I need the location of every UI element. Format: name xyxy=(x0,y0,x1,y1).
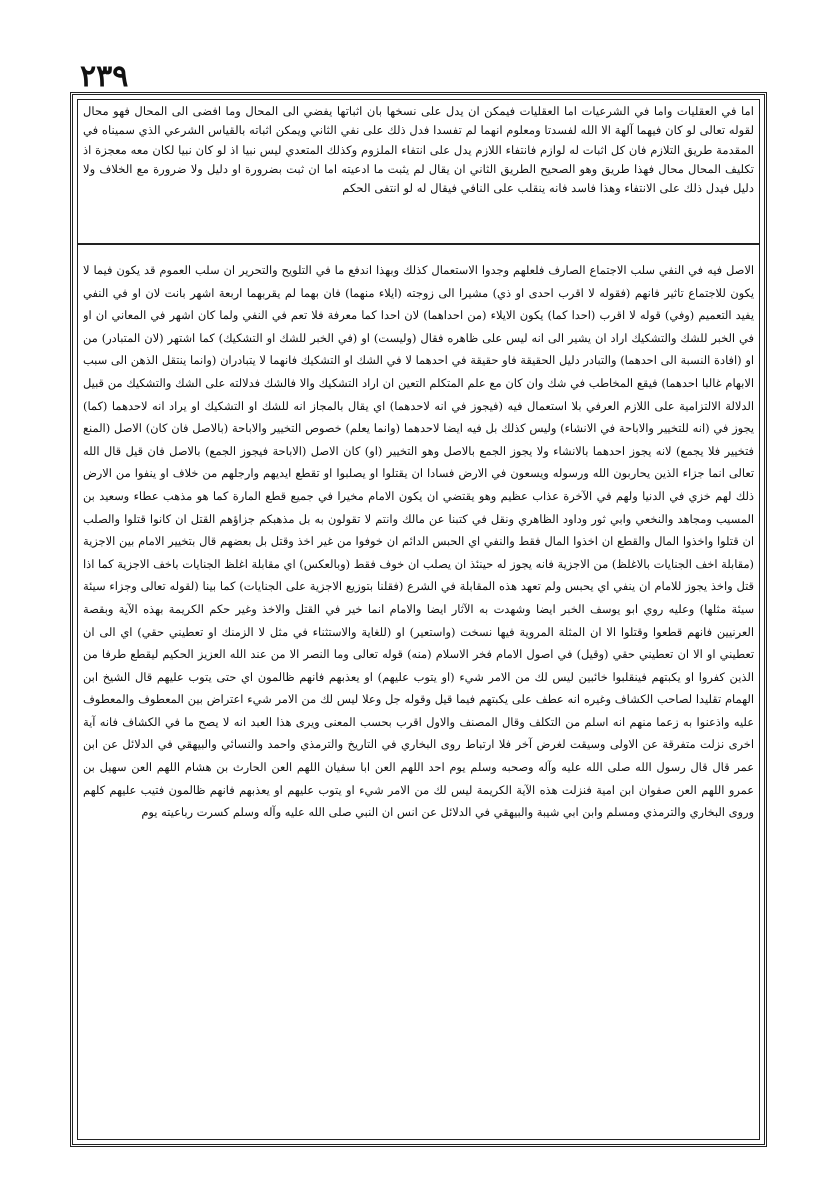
header-text: اما في العقليات واما في الشرعيات اما العقليات فيمكن ان يدل على نسخها بان اثباتها يفضي الى المحال وما افضى الى المحال فهو محال لقوله تعالى لو كان فيهما آلهة الا الله لفسدتا ومعلوم انهما لم تفسدا فدل ذلك على نفي الثاني ويمكن اثباته بالقياس الشرعي الذي سميناه في المقدمة طريق التلازم فان كل اثبات له لوازم فانتفاء اللازم يدل على انتفاء الملزوم وكذلك المتعدي ليس نبيا اذ لو كان نبيا لكان معه معجزة اذ تكليف المحال محال فهذا طريق وهو الصحيح الطريق الثاني ان يقال لم يثبت ما ادعيته اما ان ثبت بضرورة او دليل ولا ضرورة مع الخلاف ولا دليل فيدل ذلك على الانتفاء وهذا فاسد فانه ينقلب على النافي فيقال له لو انتفى الحكم xyxy=(83,104,754,196)
section-divider xyxy=(78,243,759,245)
page-frame xyxy=(70,92,767,1147)
header-text-block xyxy=(83,102,754,238)
main-text: الاصل فيه في النفي سلب الاجتماع الصارف فلعلهم وجدوا الاستعمال كذلك وبهذا اندفع ما في التلويح والتحرير ان سلب العموم قد يكون فيما لا يكون للاجتماع تاثير فانهم (فقوله لا اقرب احدى او ذي) مشيرا الى زوجته (ايلاء منهما) فان بهما لم يقربهما اربعة اشهر بانت لان او في النفي يفيد التعميم (وفي) قوله لا اقرب (احدا كما) يكون الايلاء (من احداهما) لان احدا كما معرفة فلا تعم في النفي ولما كان اشهر في المعاني ان او في الخبر للشك والتشكيك اراد ان يشير الى انه ليس على ظاهره فقال (وليست) او (في الخبر للشك او التشكيك) كما اشتهر (لان المتبادر) من او (افادة النسبة الى احدهما) والتبادر دليل الحقيقة فاو حقيقة في احدهما لا في الشك او التشكيك فانهما لا يتبادران (وانما ينتقل الذهن الى سبب الابهام غالبا احدهما) فيقع المخاطب في شك وان كان مع علم المتكلم التعين ان اراد التشكيك والا فالشك فدلالته على الشك والتشكيك من قبيل الدلالة الالتزامية على اللازم العرفي بلا استعمال فيه (فيجوز في انه لاحدهما) اي يقال بالمجاز انه للشك او التشكيك او يراد انه لاحدهما (كما) يجوز في (انه للتخيير والاباحة في الانشاء) وليس كذلك بل فيه ايضا لاحدهما (وانما يعلم) خصوص التخيير والاباحة (بالاصل فان كان) الاصل (المنع فتخيير فلا يجمع) لانه يجوز احدهما بالانشاء ولا يجوز الجمع بالاصل وهو التخيير (او) كان الاصل (الاباحة فيجوز الجمع) بالاصل فان قيل قال الله تعالى انما جزاء الذين يحاربون الله ورسوله ويسعون في الارض فسادا ان يقتلوا او يصلبوا او تقطع ايديهم وارجلهم من خلاف او ينفوا من الارض ذلك لهم خزي في الدنيا ولهم في الآخرة عذاب عظيم وهو يقتضي ان يكون الامام مخيرا في جميع قطع المارة كما هو مذهب عطاء وسعيد بن المسيب ومجاهد والنخعي وابي ثور وداود الظاهري ونقل في كتبنا عن مالك وانتم لا تقولون به بل مذهبكم جزاؤهم القتل ان كانوا قتلوا والصلب ان قتلوا واخذوا المال والقطع ان اخذوا المال فقط والنفي اي الحبس الدائم ان خوفوا من غير اخذ وقتل بل بعضهم قال بتخيير الامام بين الاجزية (مقابلة اخف الجنايات بالاغلظ) من الاجزية فانه يجوز له حينئذ ان يصلب ان خوف فقط (وبالعكس) اي مقابلة اغلظ الجنايات باخف الاجزية كما اذا قتل واخذ يجوز للامام ان ينفي اي يحبس ولم تعهد هذه المقابلة في الشرع (فقلنا بتوزيع الاجزية على الجنايات) كما بينا (لقوله تعالى وجزاء سيئة سيئة مثلها) وعليه روي ابو يوسف الخبر ايضا وشهدت به الآثار ايضا والامام انما خير في القتل والاخذ وغير حكم الكريمة بهذه الآية وبقصة العرنيين فانهم قطعوا وقتلوا الا ان المثلة المروية فيها نسخت (واستعير) او (للغاية والاستثناء في مثل لا الزمنك او تعطيني حقي) اي الى ان تعطيني او الا ان تعطيني حقي (وقيل) في اصول الامام فخر الاسلام (منه) قوله تعالى وما النصر الا من عند الله العزيز الحكيم ليقطع طرفا من الذين كفروا او يكبتهم فينقلبوا خائبين ليس لك من الامر شيء (او يتوب عليهم) او يعذبهم فانهم ظالمون اي حتى يتوب عليهم قال الشيخ ابن الهمام تقليدا لصاحب الكشاف وغيره انه عطف على يكبتهم فيما قيل وقوله جل وعلا ليس لك من الامر شيء اعتراض بين المعطوف والمعطوف عليه واذعنوا به زعما منهم انه اسلم من التكلف وقال المصنف والاول اقرب بحسب المعنى ويرى هذا العبد انه لا يصح ما في الكشاف فانه آية اخرى نزلت متفرقة عن الاولى وسيقت لغرض آخر فلا ارتباط روى البخاري في التاريخ والترمذي واحمد والنسائي والبيهقي في الدلائل عن ابن عمر قال قال رسول الله صلى الله عليه وآله وصحبه وسلم يوم احد اللهم العن ابا سفيان اللهم العن الحارث بن هشام اللهم العن سهيل بن عمرو اللهم العن صفوان ابن امية فنزلت هذه الآية الكريمة ليس لك من الامر شيء او يتوب عليهم او يعذبهم فانهم ظالمون فتيب عليهم كلهم وروى البخاري والترمذي ومسلم وابن ابي شيبة والبيهقي في الدلائل عن انس ان النبي صلى الله عليه وآله وسلم كسرت رباعيته يوم xyxy=(83,263,754,820)
main-text-block xyxy=(83,259,754,1139)
page-number: ٢٣٩ xyxy=(80,59,129,94)
